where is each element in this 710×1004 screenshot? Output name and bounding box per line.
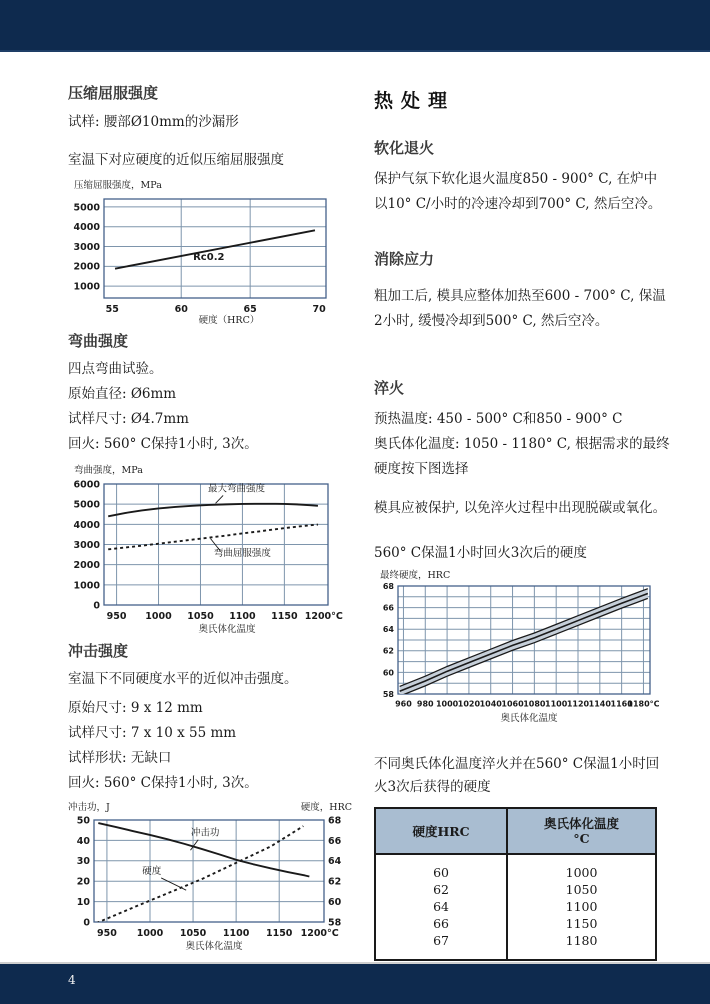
hardness-table-caption: 不同奥氏体化温度淬火并在560° C保温1小时回火3次后获得的硬度: [374, 756, 660, 795]
svg-text:5000: 5000: [73, 202, 100, 214]
svg-text:1080: 1080: [523, 699, 546, 709]
subsection-heading-stress-relief: 消除应力: [374, 250, 435, 268]
svg-text:1060: 1060: [501, 699, 524, 709]
svg-text:65: 65: [243, 304, 257, 315]
svg-text:1120: 1120: [566, 699, 590, 709]
stress-relief-body-text: 粗加工后, 模具应整体加热至600 - 700° C, 保温2小时, 缓慢冷却到500° C, 然后空冷。: [374, 288, 666, 329]
section-heading-heat-treatment: 热处理: [374, 90, 456, 112]
table-header-austenitizing: [507, 808, 656, 854]
table-header-hardness: 硬度HRC: [375, 808, 507, 854]
svg-text:1150: 1150: [271, 611, 298, 622]
svg-text:62: 62: [328, 876, 342, 888]
table-row: [375, 881, 656, 898]
svg-text:0: 0: [83, 917, 90, 929]
svg-text:1050: 1050: [187, 611, 214, 622]
table-cell: 67: [375, 932, 507, 960]
compressive-yield-chart: 压缩屈服强度，MPa Rc0.2 55 60 65 70 1000 2000 3000 4000 5000 硬度（HRC）: [68, 186, 360, 321]
table-header-austenitizing-line2: °C: [573, 831, 590, 846]
svg-text:2000: 2000: [73, 560, 100, 572]
section-heading-impact-strength: 冲击强度: [68, 642, 129, 660]
svg-text:1020: 1020: [457, 699, 481, 709]
impact-strength-chart: 冲击功，J 硬度，HRC 冲击功 硬度 950 1000 1050 1100 1150 1200°C 0 10 20 30 40 50 58 60 62 64 66 68 奥氏体化温度: [68, 808, 360, 947]
compressive-specimen-text: 试样: 腰部Ø10mm的沙漏形: [68, 114, 239, 130]
hardening-protection-text: 模具应被保护, 以免淬火过程中出现脱碳或氧化。: [374, 500, 667, 516]
table-cell: 62: [375, 881, 507, 898]
impact-spec-line: 回火: 560° C保持1小时, 3次。: [68, 775, 258, 791]
hardness-table: [374, 807, 657, 961]
svg-text:950: 950: [96, 928, 117, 939]
svg-text:1040: 1040: [479, 699, 502, 709]
svg-text:68: 68: [382, 581, 394, 591]
svg-text:2000: 2000: [73, 261, 100, 273]
svg-text:3000: 3000: [73, 241, 100, 253]
table-row: [375, 854, 656, 881]
table-cell: 60: [375, 854, 507, 881]
final-hardness-chart: 最终硬度，HRC 960 980 1000 1020 1040 1060 1080 1100 1120 1140 1160 1180°C 58 60 62 64 66 68 奥氏体化温度: [374, 576, 670, 719]
table-cell: 1050: [565, 882, 598, 897]
impact-spec-line: 试样形状: 无缺口: [68, 750, 172, 766]
svg-text:64: 64: [328, 856, 342, 868]
svg-text:58: 58: [328, 917, 342, 929]
svg-text:5000: 5000: [73, 499, 100, 511]
impact-spec-line: 试样尺寸: 7 x 10 x 55 mm: [68, 725, 237, 741]
hardening-preheat-text: 预热温度: 450 - 500° C和850 - 900° C: [374, 411, 623, 427]
svg-text:950: 950: [106, 611, 127, 622]
svg-text:冲击功: 冲击功: [190, 827, 220, 839]
svg-text:62: 62: [382, 646, 394, 656]
svg-text:64: 64: [382, 625, 394, 635]
svg-text:960: 960: [395, 699, 412, 709]
svg-text:1100: 1100: [222, 928, 250, 939]
table-cell: 1000: [565, 865, 598, 880]
soft-annealing-body-text: 保护气氛下软化退火温度850 - 900° C, 在炉中以10° C/小时的冷速冷却到700° C, 然后空冷。: [374, 171, 662, 212]
svg-text:3000: 3000: [73, 539, 100, 551]
footer-banner: [0, 962, 710, 1004]
svg-text:50: 50: [76, 815, 90, 827]
table-cell: 66: [375, 915, 507, 932]
bending-chart-plot: [68, 475, 360, 629]
svg-text:1100: 1100: [545, 699, 568, 709]
table-cell: 64: [375, 898, 507, 915]
bending-spec-line: 试样尺寸: Ø4.7mm: [68, 411, 189, 427]
svg-text:1200°C: 1200°C: [304, 611, 343, 622]
svg-text:1150: 1150: [265, 928, 293, 939]
svg-text:1000: 1000: [73, 580, 100, 592]
svg-text:68: 68: [328, 815, 342, 827]
section-heading-bending-strength: 弯曲强度: [68, 332, 129, 350]
svg-text:1200°C: 1200°C: [300, 928, 339, 939]
svg-text:4000: 4000: [73, 222, 100, 234]
svg-text:0: 0: [93, 600, 100, 612]
table-row: [375, 898, 656, 915]
svg-text:60: 60: [328, 897, 342, 909]
svg-text:10: 10: [76, 897, 90, 909]
table-row: [375, 915, 656, 932]
svg-text:60: 60: [174, 304, 188, 315]
subsection-heading-hardening: 淬火: [374, 379, 405, 397]
svg-text:58: 58: [382, 689, 394, 699]
svg-text:1000: 1000: [435, 699, 459, 709]
impact-spec-line: 原始尺寸: 9 x 12 mm: [68, 700, 203, 716]
final-hardness-chart-caption: 560° C保温1小时回火3次后的硬度: [374, 545, 587, 561]
right-column: [374, 52, 670, 961]
bending-spec-line: 原始直径: Ø6mm: [68, 386, 177, 402]
svg-text:弯曲屈服强度: 弯曲屈服强度: [213, 548, 271, 560]
svg-text:1180°C: 1180°C: [627, 699, 660, 709]
svg-text:30: 30: [76, 856, 90, 868]
table-cell: 1100: [565, 899, 598, 914]
svg-text:1000: 1000: [73, 281, 100, 293]
table-header-austenitizing-line1: 奥氏体化温度: [544, 816, 620, 831]
bending-spec-line: 回火: 560° C保持1小时, 3次。: [68, 436, 258, 452]
svg-text:1160: 1160: [610, 699, 633, 709]
impact-chart-plot: [68, 812, 360, 946]
page-number: 4: [68, 973, 76, 987]
svg-text:70: 70: [312, 304, 326, 315]
subsection-heading-soft-annealing: 软化退火: [374, 139, 435, 157]
svg-text:66: 66: [328, 835, 342, 847]
svg-text:6000: 6000: [73, 479, 100, 491]
left-column: [68, 52, 360, 952]
final-hardness-chart-plot: [374, 580, 670, 718]
table-cell: 1150: [565, 916, 598, 931]
section-heading-compressive-yield: 压缩屈服强度: [68, 84, 159, 102]
svg-text:66: 66: [382, 603, 394, 613]
top-banner: [0, 0, 710, 52]
svg-text:Rc0.2: Rc0.2: [193, 251, 225, 263]
bending-strength-chart: 弯曲强度，MPa 最大弯曲强度 弯曲屈服强度 950 1000 1050 1100 1150 1200°C 0 1000 2000 3000 4000 5000 6000 奥氏体化温度: [68, 471, 360, 630]
table-row: [375, 932, 656, 960]
svg-text:4000: 4000: [73, 519, 100, 531]
svg-text:40: 40: [76, 835, 90, 847]
compressive-chart-plot: [68, 190, 360, 320]
bending-spec-line: 四点弯曲试验。: [68, 361, 163, 377]
hardening-austenitizing-text: 奥氏体化温度: 1050 - 1180° C, 根据需求的最终硬度按下图选择: [374, 436, 670, 477]
svg-text:980: 980: [416, 699, 434, 709]
svg-text:1140: 1140: [588, 699, 611, 709]
svg-text:1000: 1000: [145, 611, 172, 622]
svg-text:1050: 1050: [179, 928, 207, 939]
svg-text:1000: 1000: [136, 928, 164, 939]
svg-text:20: 20: [76, 876, 90, 888]
svg-text:1100: 1100: [229, 611, 256, 622]
table-cell: 1180: [565, 933, 598, 948]
compressive-caption-text: 室温下对应硬度的近似压缩屈服强度: [68, 152, 284, 168]
svg-text:硬度: 硬度: [142, 866, 162, 878]
hardness-table-body: [375, 854, 656, 960]
svg-text:60: 60: [382, 668, 394, 678]
svg-text:55: 55: [105, 304, 119, 315]
svg-text:最大弯曲强度: 最大弯曲强度: [208, 483, 266, 495]
impact-caption-text: 室温下不同硬度水平的近似冲击强度。: [68, 671, 298, 687]
